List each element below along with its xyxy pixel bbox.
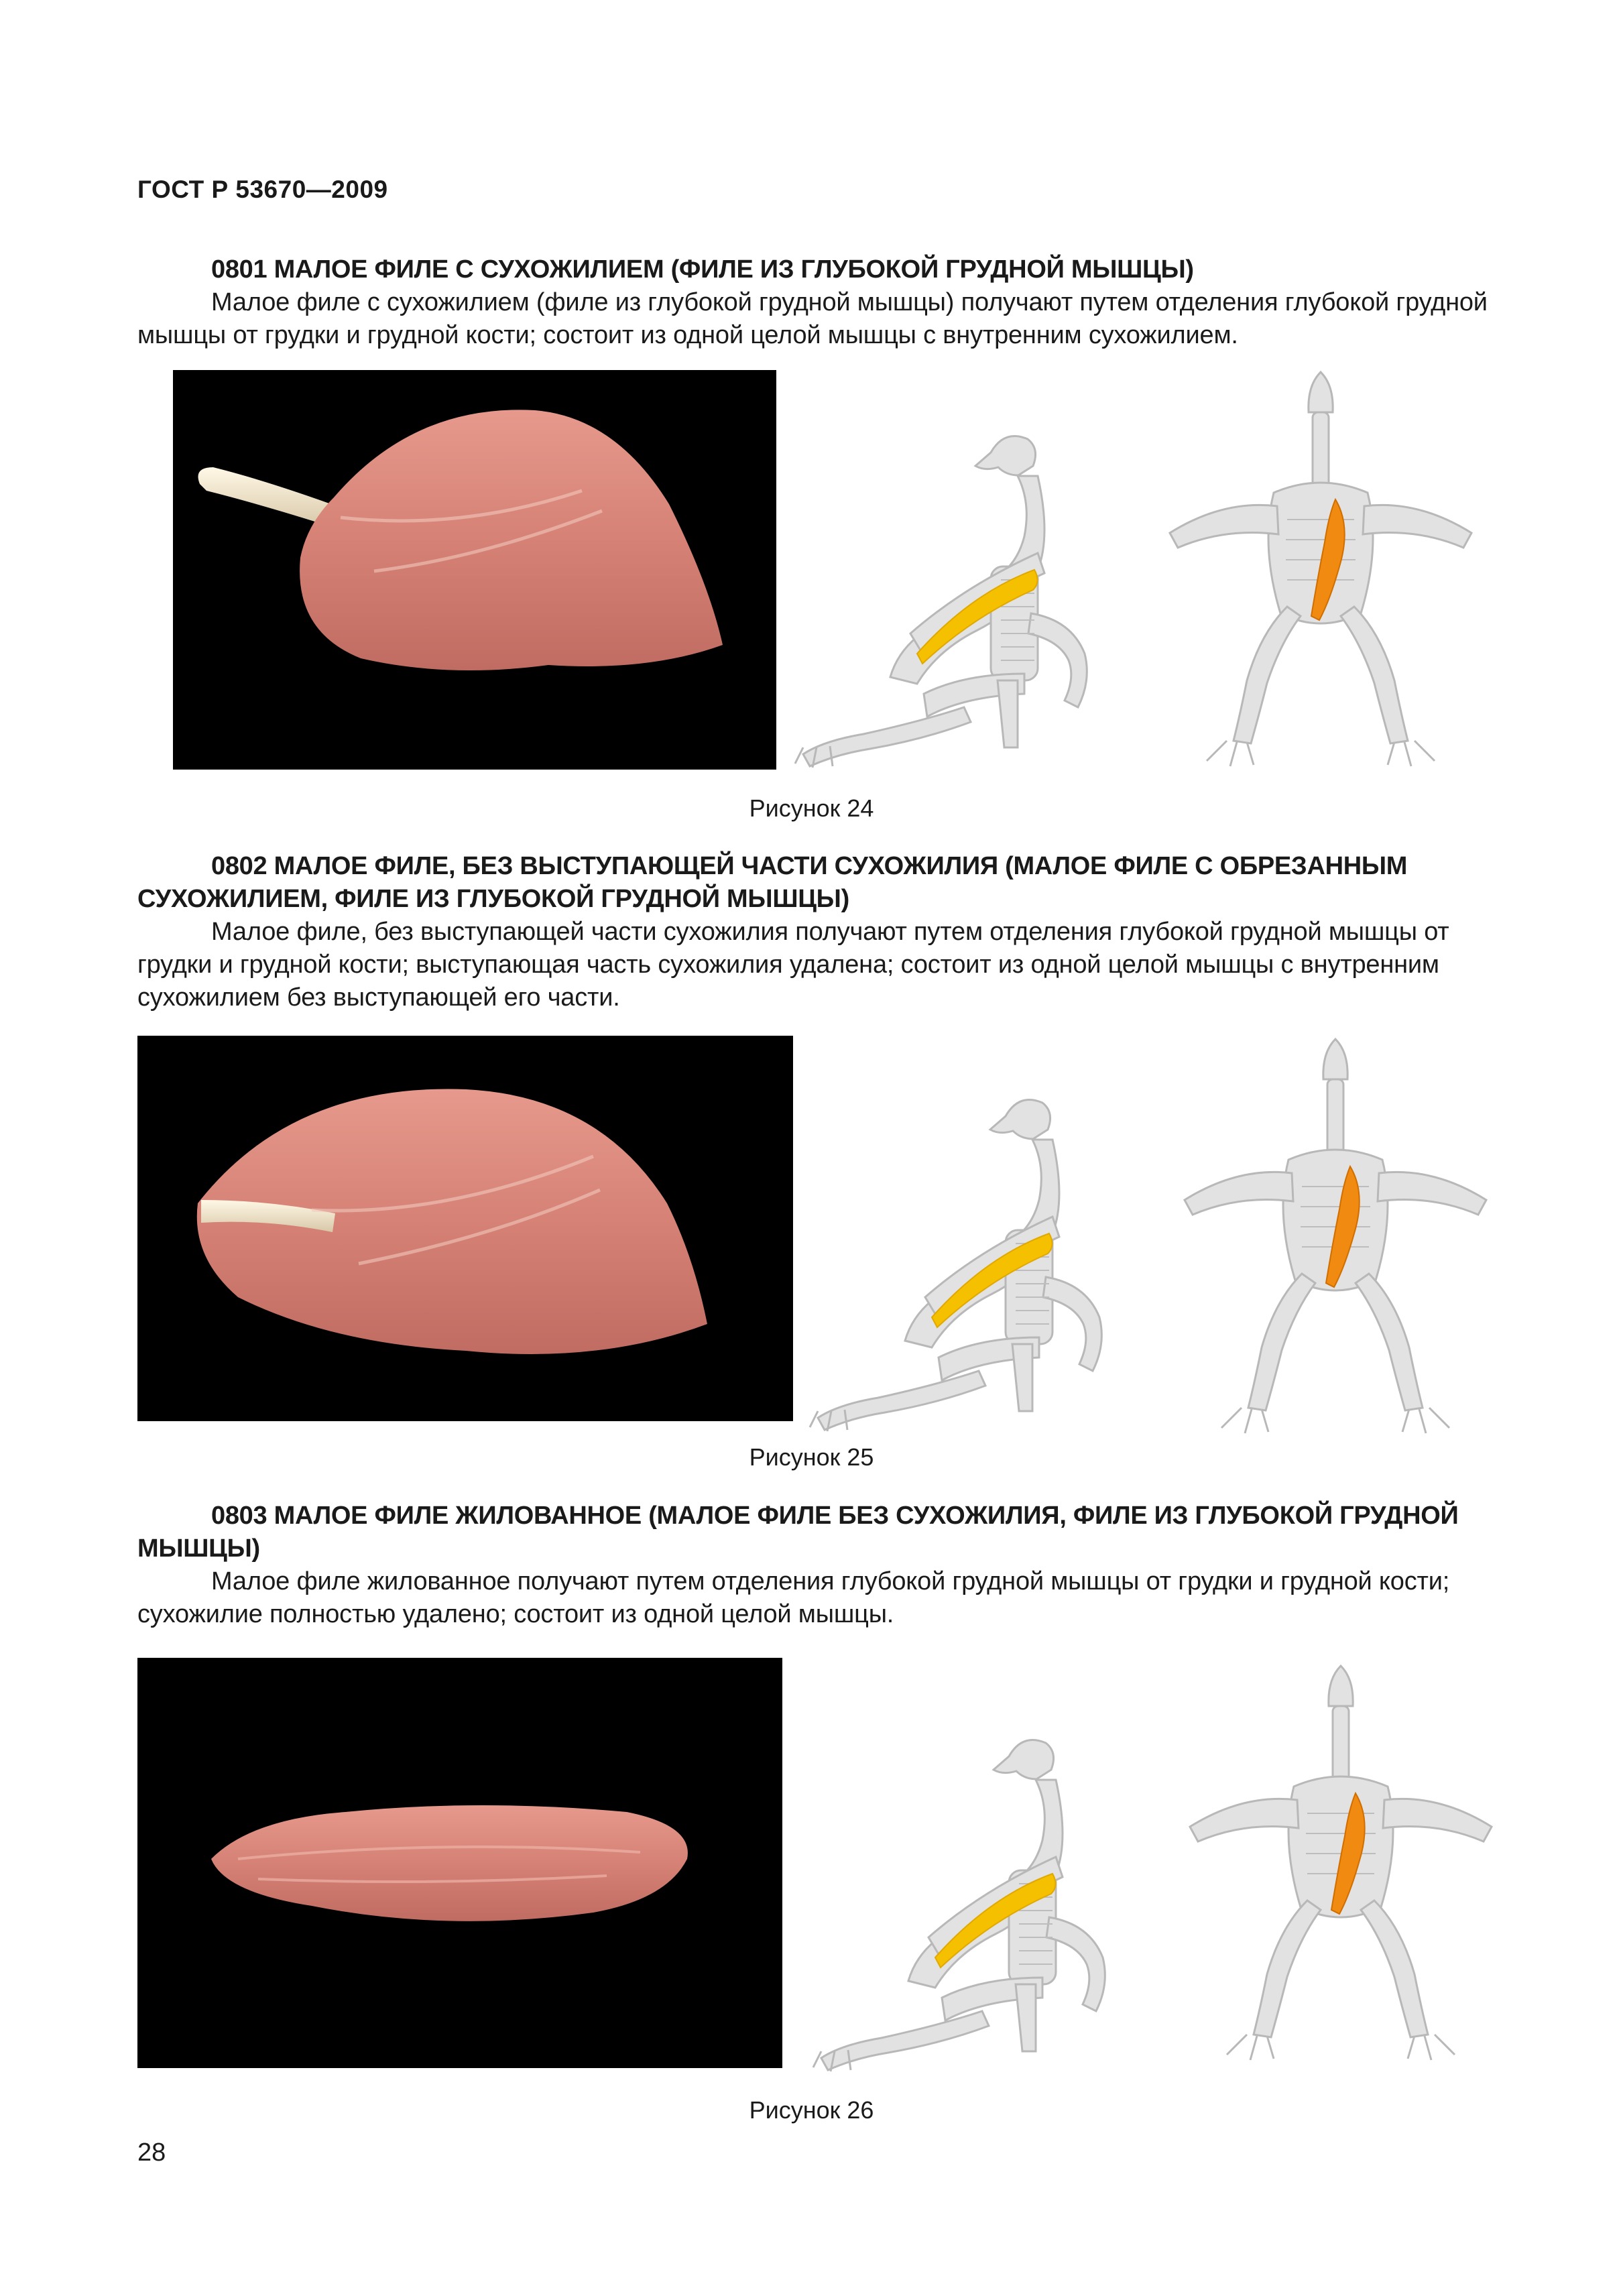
photo-fillet-trimmed bbox=[137, 1658, 782, 2068]
section-0803 bbox=[137, 1500, 1488, 1631]
figure-caption: Рисунок 24 bbox=[749, 794, 874, 822]
skeleton-front-view-diagram bbox=[1175, 1032, 1496, 1435]
photo-fillet-with-tendon bbox=[173, 370, 776, 770]
skeleton-side-view-diagram bbox=[804, 1076, 1126, 1438]
section-0801 bbox=[137, 253, 1488, 352]
figure-caption: Рисунок 25 bbox=[749, 1443, 874, 1471]
section-0802 bbox=[137, 850, 1488, 1014]
skeleton-side-view-diagram bbox=[790, 412, 1111, 774]
skeleton-front-view-diagram bbox=[1160, 365, 1482, 768]
section-description: Малое филе с сухожилием (филе из глубокой грудной мышцы) получают путем отделения глубокой грудной мышцы от грудки и грудной кости; состоит из одной целой мышцы с внутренним сухожилием. bbox=[137, 288, 1488, 349]
document-header: ГОСТ Р 53670—2009 bbox=[137, 176, 388, 203]
figure-caption: Рисунок 26 bbox=[749, 2096, 874, 2124]
skeleton-side-view-diagram bbox=[808, 1716, 1130, 2078]
skeleton-front-view-diagram bbox=[1180, 1659, 1502, 2061]
section-title: 0801 МАЛОЕ ФИЛЕ С СУХОЖИЛИЕМ (ФИЛЕ ИЗ ГЛУБОКОЙ ГРУДНОЙ МЫШЦЫ) bbox=[211, 255, 1194, 284]
section-description: Малое филе жилованное получают путем отделения глубокой грудной мышцы от грудки и грудной кости; сухожилие полностью удалено; состоит из одной целой мышцы. bbox=[137, 1567, 1450, 1628]
photo-fillet-trimmed-tendon bbox=[137, 1036, 793, 1421]
section-title: 0802 МАЛОЕ ФИЛЕ, БЕЗ ВЫСТУПАЮЩЕЙ ЧАСТИ СУХОЖИЛИЯ (МАЛОЕ ФИЛЕ С ОБРЕЗАННЫМ СУХОЖИЛИЕМ, ФИЛЕ ИЗ ГЛУБОКОЙ ГРУДНОЙ МЫШЦЫ) bbox=[137, 852, 1408, 913]
page-number: 28 bbox=[137, 2138, 166, 2167]
section-title: 0803 МАЛОЕ ФИЛЕ ЖИЛОВАННОЕ (МАЛОЕ ФИЛЕ БЕЗ СУХОЖИЛИЯ, ФИЛЕ ИЗ ГЛУБОКОЙ ГРУДНОЙ МЫШЦЫ) bbox=[137, 1502, 1459, 1563]
section-description: Малое филе, без выступающей части сухожилия получают путем отделения глубокой грудной мышцы от грудки и грудной кости; выступающая часть сухожилия удалена; состоит из одной целой мышцы с внутренним сухожилием без выступающей его части. bbox=[137, 918, 1449, 1012]
